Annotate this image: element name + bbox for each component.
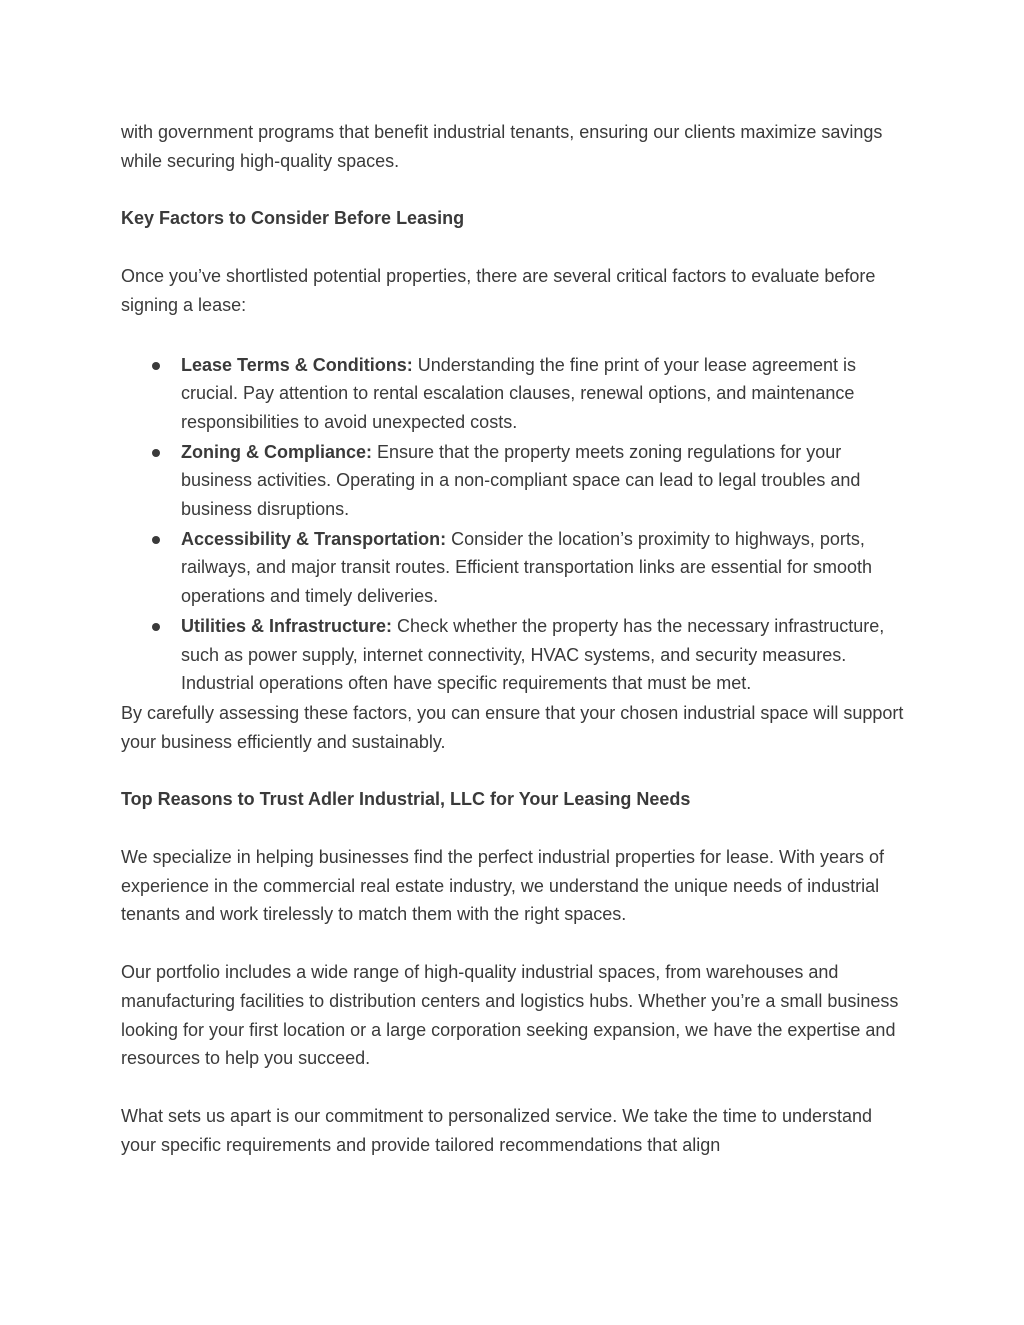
list-item	[181, 525, 911, 611]
document-page	[121, 118, 911, 1159]
list-item-text: Consider the location’s proximity to highways, ports, railways, and major transit routes. Efficient transportation links are essential for smooth operations and timely deliveries.	[181, 528, 872, 607]
bullet-icon	[152, 362, 160, 370]
intro-continuation-paragraph: with government programs that benefit industrial tenants, ensuring our clients maximize savings while securing high-quality spaces.	[121, 122, 883, 171]
list-item-text: Understanding the fine print of your lease agreement is crucial. Pay attention to rental escalation clauses, renewal options, and maintenance responsibilities to avoid unexpected costs.	[181, 354, 856, 432]
list-item-text: Ensure that the property meets zoning regulations for your business activities. Operating in a non-compliant space can lead to legal troubles and business disruptions.	[181, 441, 861, 520]
key-factors-intro-paragraph: Once you’ve shortlisted potential properties, there are several critical factors to evaluate before signing a lease:	[121, 266, 876, 315]
list-item-term: Accessibility & Transportation:	[181, 528, 447, 549]
list-item	[181, 612, 911, 698]
section-heading-key-factors: Key Factors to Consider Before Leasing	[121, 208, 465, 229]
bullet-icon	[152, 623, 160, 631]
key-factors-list	[121, 351, 911, 698]
top-reasons-paragraph: Our portfolio includes a wide range of high-quality industrial spaces, from warehouses and manufacturing facilities to distribution centers and logistics hubs. Whether you’re a small business looking for your first location or a large corporation seeking expansion, we have the expertise and resources to help you succeed.	[121, 962, 899, 1069]
list-item-term: Lease Terms & Conditions:	[181, 354, 413, 375]
bullet-icon	[152, 536, 160, 544]
list-item-term: Utilities & Infrastructure:	[181, 615, 393, 636]
list-item	[181, 351, 911, 437]
list-item-term: Zoning & Compliance:	[181, 441, 372, 462]
list-item	[181, 438, 911, 524]
list-item-text: Check whether the property has the necessary infrastructure, such as power supply, internet connectivity, HVAC systems, and security measures. Industrial operations often have specific requirements that must be met.	[181, 615, 885, 694]
bullet-icon	[152, 449, 160, 457]
key-factors-conclusion-paragraph: By carefully assessing these factors, you can ensure that your chosen industrial space will support your business efficiently and sustainably.	[121, 702, 904, 752]
top-reasons-paragraph: What sets us apart is our commitment to personalized service. We take the time to understand your specific requirements and provide tailored recommendations that align	[121, 1105, 873, 1155]
section-heading-top-reasons: Top Reasons to Trust Adler Industrial, LLC for Your Leasing Needs	[121, 789, 691, 810]
top-reasons-paragraph: We specialize in helping businesses find the perfect industrial properties for lease. With years of experience in the commercial real estate industry, we understand the unique needs of industrial tenants and work tirelessly to match them with the right spaces.	[121, 847, 885, 925]
